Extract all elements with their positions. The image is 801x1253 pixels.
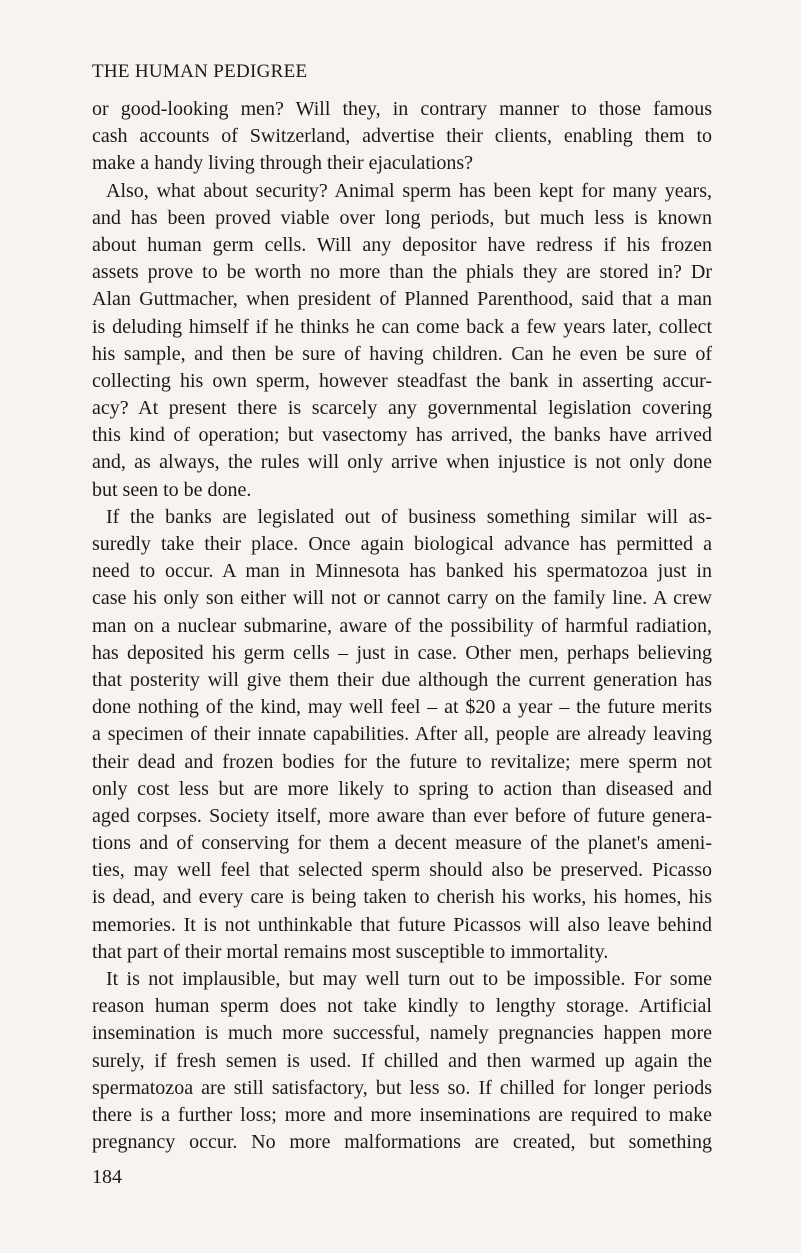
text-line: and has been proved viable over long periods, but much less is known — [92, 206, 712, 229]
text-line: memories. It is not unthinkable that future Picassos will also leave behind — [92, 913, 712, 936]
text-line: this kind of operation; but vasectomy has arrived, the banks have arrived — [92, 424, 712, 447]
text-line: insemination is much more successful, namely pregnancies happen more — [92, 1022, 712, 1045]
text-line: or good-looking men? Will they, in contrary manner to those famous — [92, 98, 712, 120]
text-line: case his only son either will not or cannot carry on the family line. A crew — [92, 587, 712, 610]
text-line: his sample, and then be sure of having children. Can he even be sure of — [92, 342, 712, 365]
text-line: only cost less but are more likely to spring to action than diseased and — [92, 777, 712, 800]
text-line: surely, if fresh semen is used. If chilled and then warmed up again the — [92, 1049, 712, 1072]
text-line: is deluding himself if he thinks he can come back a few years later, collect — [92, 315, 712, 338]
text-line: reason human sperm does not take kindly to lengthy storage. Artificial — [92, 995, 712, 1018]
text-line: man on a nuclear submarine, aware of the possibility of harmful radiation, — [92, 614, 712, 637]
text-line: If the banks are legislated out of business something similar will as- — [106, 505, 712, 528]
text-line: collecting his own sperm, however steadfast the bank in asserting accur- — [92, 369, 712, 392]
text-line: suredly take their place. Once again biological advance has permitted a — [92, 533, 712, 555]
text-line: about human germ cells. Will any depositor have redress if his frozen — [92, 233, 712, 256]
text-line: that posterity will give them their due although the current generation has — [92, 668, 712, 691]
text-line: cash accounts of Switzerland, advertise their clients, enabling them to — [92, 125, 712, 148]
text-line: their dead and frozen bodies for the future to revitalize; mere sperm not — [92, 750, 712, 773]
text-line: ties, may well feel that selected sperm should also be preserved. Picasso — [92, 859, 712, 882]
text-line: pregnancy occur. No more malformations are created, but something — [92, 1131, 712, 1154]
text-line: assets prove to be worth no more than the phials they are stored in? Dr — [92, 261, 712, 284]
paragraph — [92, 96, 712, 178]
page-number: 184 — [92, 1166, 122, 1188]
text-line: done nothing of the kind, may well feel – at $20 a year – the future merits — [92, 696, 712, 719]
text-line: spermatozoa are still satisfactory, but less so. If chilled for longer periods — [92, 1076, 712, 1099]
text-line: acy? At present there is scarcely any governmental legislation covering — [92, 397, 712, 420]
paragraph — [92, 504, 712, 966]
text-line: has deposited his germ cells – just in case. Other men, perhaps believing — [92, 641, 712, 664]
text-line: Alan Guttmacher, when president of Planned Parenthood, said that a man — [92, 288, 712, 311]
text-line: Also, what about security? Animal sperm has been kept for many years, — [106, 179, 712, 202]
running-head: THE HUMAN PEDIGREE — [92, 61, 308, 82]
text-line: a specimen of their innate capabilities. After all, people are already leaving — [92, 723, 712, 746]
text-line: that part of their mortal remains most susceptible to immortality. — [92, 940, 609, 963]
paragraph — [92, 966, 712, 1156]
text-line: tions and of conserving for them a decent measure of the planet's ameni- — [92, 832, 712, 855]
text-line: It is not implausible, but may well turn out to be impossible. For some — [106, 968, 712, 990]
text-line: but seen to be done. — [92, 478, 252, 501]
text-line: is dead, and every care is being taken to cherish his works, his homes, his — [92, 886, 712, 909]
paragraph — [92, 178, 712, 504]
body-text — [92, 96, 712, 1156]
text-line: need to occur. A man in Minnesota has banked his spermatozoa just in — [92, 560, 712, 583]
text-line: aged corpses. Society itself, more aware than ever before of future genera- — [92, 804, 712, 827]
text-line: there is a further loss; more and more inseminations are required to make — [92, 1103, 712, 1126]
text-line: make a handy living through their ejaculations? — [92, 152, 473, 175]
text-line: and, as always, the rules will only arrive when injustice is not only done — [92, 451, 712, 474]
